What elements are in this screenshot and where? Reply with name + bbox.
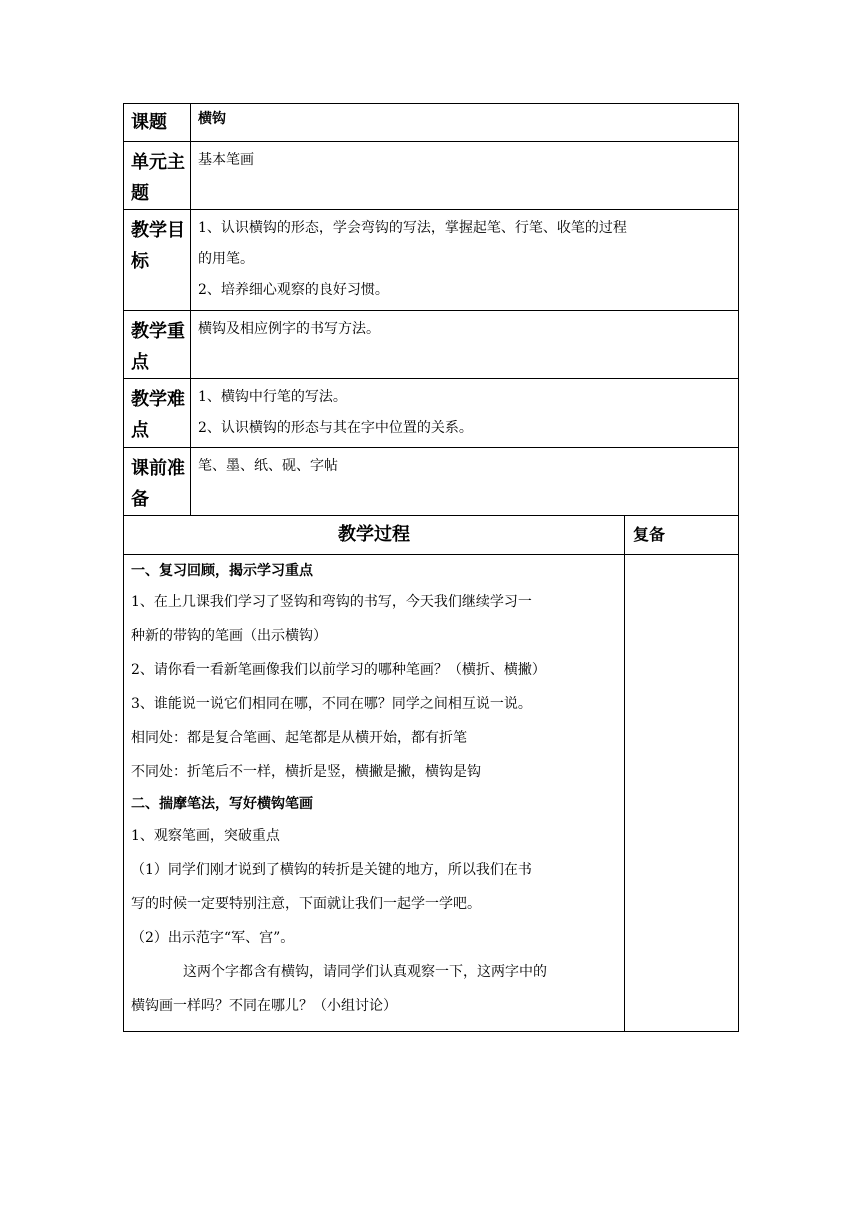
process-line: 1、观察笔画，突破重点	[131, 828, 280, 844]
label-objectives: 教学目标	[124, 210, 191, 311]
process-content	[124, 555, 625, 1032]
objective-line-3: 2、培养细心观察的良好习惯。	[198, 282, 389, 298]
process-header: 教学过程	[124, 516, 625, 555]
label-difficulties: 教学难点	[124, 379, 191, 448]
process-line: 1、在上几课我们学习了竖钩和弯钩的书写，今天我们继续学习一	[131, 594, 532, 610]
lesson-plan-table	[123, 103, 738, 1032]
process-heading-2: 二、揣摩笔法，写好横钩笔画	[131, 796, 313, 812]
row-objectives	[124, 210, 739, 311]
preparation-line-1: 笔、墨、纸、砚、字帖	[198, 458, 338, 474]
review-content	[625, 555, 739, 1032]
process-line: （1）同学们刚才说到了横钩的转折是关键的地方，所以我们在书	[131, 862, 532, 878]
value-unit-theme: 基本笔画	[198, 152, 254, 168]
process-line: （2）出示范字“军、宫”。	[131, 930, 295, 946]
process-heading-1: 一、复习回顾，揭示学习重点	[131, 563, 313, 579]
row-process-body	[124, 555, 739, 1032]
label-unit-theme: 单元主题	[124, 142, 191, 210]
review-header: 复备	[625, 516, 739, 555]
process-line: 这两个字都含有横钩，请同学们认真观察一下，这两字中的	[183, 964, 547, 980]
objective-line-2: 的用笔。	[198, 251, 254, 267]
row-unit-theme	[124, 142, 739, 210]
process-line: 2、请你看一看新笔画像我们以前学习的哪种笔画？（横折、横撇）	[131, 662, 546, 678]
row-topic	[124, 104, 739, 142]
row-key-points	[124, 311, 739, 379]
process-line: 3、谁能说一说它们相同在哪，不同在哪？同学之间相互说一说。	[131, 696, 532, 712]
process-line: 横钩画一样吗？不同在哪儿？（小组讨论）	[131, 998, 397, 1014]
row-preparation	[124, 448, 739, 516]
process-line: 相同处：都是复合笔画、起笔都是从横开始，都有折笔	[131, 730, 467, 746]
label-topic: 课题	[124, 104, 191, 142]
process-line: 不同处：折笔后不一样，横折是竖，横撇是撇，横钩是钩	[131, 764, 481, 780]
label-preparation: 课前准备	[124, 448, 191, 516]
row-difficulties	[124, 379, 739, 448]
row-process-header	[124, 516, 739, 555]
label-key-points: 教学重点	[124, 311, 191, 379]
process-line: 写的时候一定要特别注意，下面就让我们一起学一学吧。	[131, 896, 481, 912]
difficulty-line-1: 1、横钩中行笔的写法。	[198, 389, 347, 405]
key-point-line-1: 横钩及相应例字的书写方法。	[198, 321, 380, 337]
objective-line-1: 1、认识横钩的形态，学会弯钩的写法，掌握起笔、行笔、收笔的过程	[198, 220, 627, 236]
value-topic: 横钩	[191, 104, 739, 142]
difficulty-line-2: 2、认识横钩的形态与其在字中位置的关系。	[198, 420, 473, 436]
process-line: 种新的带钩的笔画（出示横钩）	[131, 628, 327, 644]
